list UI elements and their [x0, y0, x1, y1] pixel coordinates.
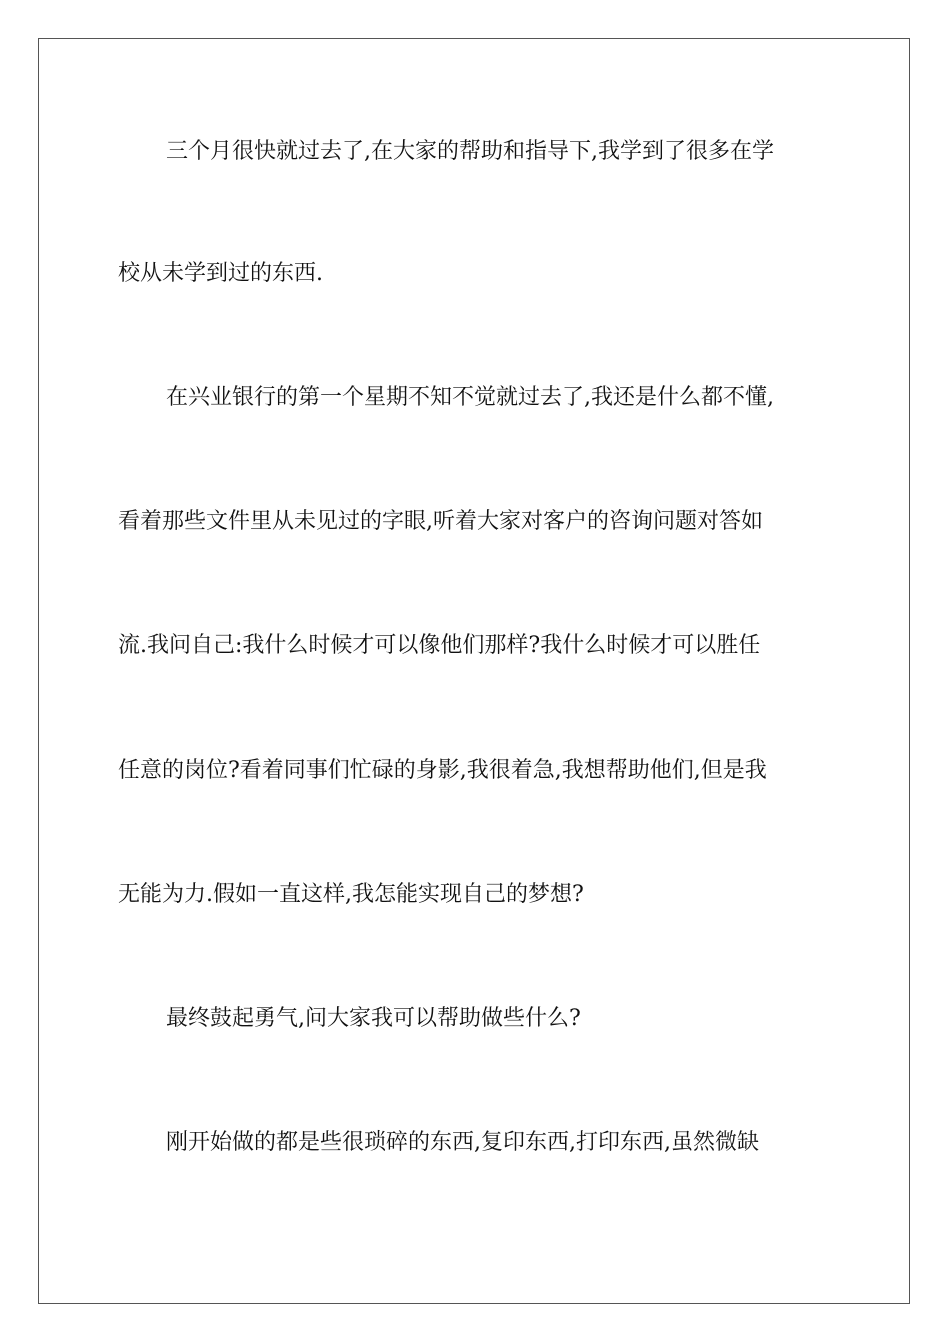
paragraph-2-line-3: 流.我问自己:我什么时候才可以像他们那样?我什么时候才可以胜任 — [118, 633, 761, 658]
text-line — [0, 507, 950, 537]
paragraph-4-line-1: 刚开始做的都是些很琐碎的东西,复印东西,打印东西,虽然微缺 — [166, 1130, 759, 1155]
text-line — [0, 880, 950, 910]
text-line — [0, 1004, 950, 1034]
paragraph-2-line-1: 在兴业银行的第一个星期不知不觉就过去了,我还是什么都不懂, — [166, 385, 774, 410]
text-line — [0, 259, 950, 289]
paragraph-1-line-2: 校从未学到过的东西. — [118, 261, 323, 286]
paragraph-2-line-2: 看着那些文件里从未见过的字眼,听着大家对客户的咨询问题对答如 — [118, 509, 763, 534]
text-line — [0, 756, 950, 786]
paragraph-2-line-5: 无能为力.假如一直这样,我怎能实现自己的梦想? — [118, 882, 584, 907]
paragraph-1-line-1: 三个月很快就过去了,在大家的帮助和指导下,我学到了很多在学 — [166, 139, 774, 164]
text-line — [0, 1128, 950, 1158]
paragraph-2-line-4: 任意的岗位?看着同事们忙碌的身影,我很着急,我想帮助他们,但是我 — [118, 758, 767, 783]
text-line — [0, 631, 950, 661]
paragraph-3-line-1: 最终鼓起勇气,问大家我可以帮助做些什么? — [166, 1006, 581, 1031]
text-line — [0, 383, 950, 413]
text-line — [0, 137, 950, 167]
page-border — [38, 38, 910, 1304]
